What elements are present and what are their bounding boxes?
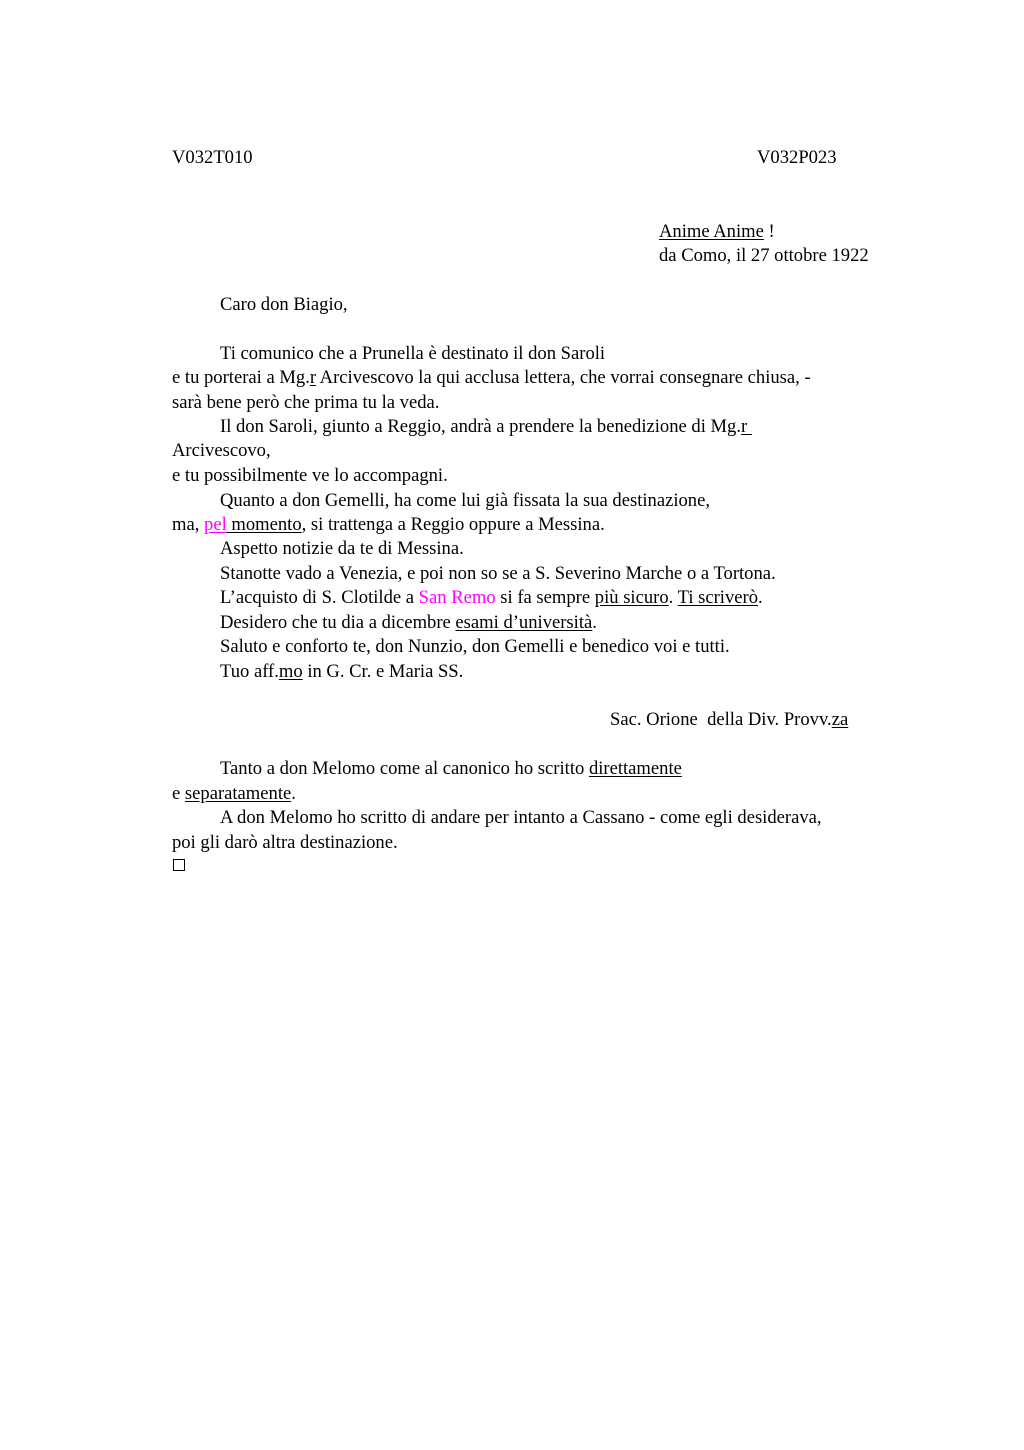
- text-span: Il don Saroli, giunto a Reggio, andrà a prendere la benedizione di Mg.: [220, 416, 741, 437]
- body-line-6: e tu possibilmente ve lo accompagni.: [172, 465, 448, 486]
- body-line-14: [220, 660, 463, 684]
- underlined-span: Ti scriverò: [677, 587, 759, 608]
- body-line-2: [172, 366, 811, 390]
- body-line-13: Saluto e conforto te, don Nunzio, don Gemelli e benedico voi e tutti.: [220, 636, 730, 657]
- archive-code-right: V032P023: [757, 147, 837, 168]
- salutation: Caro don Biagio,: [220, 294, 348, 315]
- underlined-span: più sicuro: [594, 587, 669, 608]
- underlined-span: separatamente: [184, 783, 292, 804]
- signature: [610, 708, 848, 732]
- text-span: .: [668, 587, 678, 608]
- motto: [659, 220, 775, 244]
- text-span: L’acquisto di S. Clotilde a: [220, 587, 419, 608]
- text-span: Desidero che tu dia a dicembre: [220, 612, 456, 633]
- text-span: e tu porterai a Mg.: [172, 367, 310, 388]
- body-line-12: [220, 611, 597, 635]
- text-span: e: [172, 783, 185, 804]
- body-line-7: Quanto a don Gemelli, ha come lui già fissata la sua destinazione,: [220, 490, 711, 511]
- text-span: si fa sempre: [495, 587, 595, 608]
- body-line-3: sarà bene però che prima tu la veda.: [172, 392, 440, 413]
- end-mark-square-icon: [173, 859, 185, 871]
- underlined-span: esami d’università: [455, 612, 593, 633]
- underlined-span: r: [741, 416, 752, 437]
- text-span: ma,: [172, 514, 205, 535]
- text-span: Tuo aff.: [220, 661, 279, 682]
- signature-text: Sac. Orione della Div. Provv.: [610, 709, 832, 730]
- highlighted-span: pel: [204, 514, 227, 535]
- postscript-line-3: A don Melomo ho scritto di andare per intanto a Cassano - come egli desiderava,: [220, 807, 822, 828]
- postscript-line-4: poi gli darò altra destinazione.: [172, 832, 398, 853]
- underlined-span: za: [831, 709, 849, 730]
- underlined-span: r: [309, 367, 317, 388]
- place-date: da Como, il 27 ottobre 1922: [659, 245, 869, 266]
- postscript-line-2: [172, 782, 296, 806]
- text-span: .: [758, 587, 763, 608]
- highlighted-span: San Remo: [418, 587, 496, 608]
- text-span: .: [592, 612, 597, 633]
- motto-text: Anime Anime: [659, 221, 764, 242]
- body-line-8: [172, 513, 605, 537]
- text-span: .: [291, 783, 296, 804]
- text-span: , si trattenga a Reggio oppure a Messina.: [301, 514, 605, 535]
- underlined-span: momento: [226, 514, 302, 535]
- postscript-line-1: [220, 757, 682, 781]
- body-line-9: Aspetto notizie da te di Messina.: [220, 538, 464, 559]
- body-line-11: [220, 586, 763, 610]
- body-line-4: [220, 415, 752, 439]
- text-span: in G. Cr. e Maria SS.: [302, 661, 464, 682]
- text-span: Tanto a don Melomo come al canonico ho scritto: [220, 758, 589, 779]
- text-span: Arcivescovo la qui acclusa lettera, che vorrai consegnare chiusa, -: [316, 367, 811, 388]
- body-line-1: Ti comunico che a Prunella è destinato il don Saroli: [220, 343, 606, 364]
- underlined-span: direttamente: [588, 758, 682, 779]
- body-line-5: Arcivescovo,: [172, 440, 271, 461]
- body-line-10: Stanotte vado a Venezia, e poi non so se a S. Severino Marche o a Tortona.: [220, 563, 776, 584]
- underlined-span: mo: [278, 661, 303, 682]
- motto-mark: !: [763, 221, 775, 242]
- archive-code-left: V032T010: [172, 147, 253, 168]
